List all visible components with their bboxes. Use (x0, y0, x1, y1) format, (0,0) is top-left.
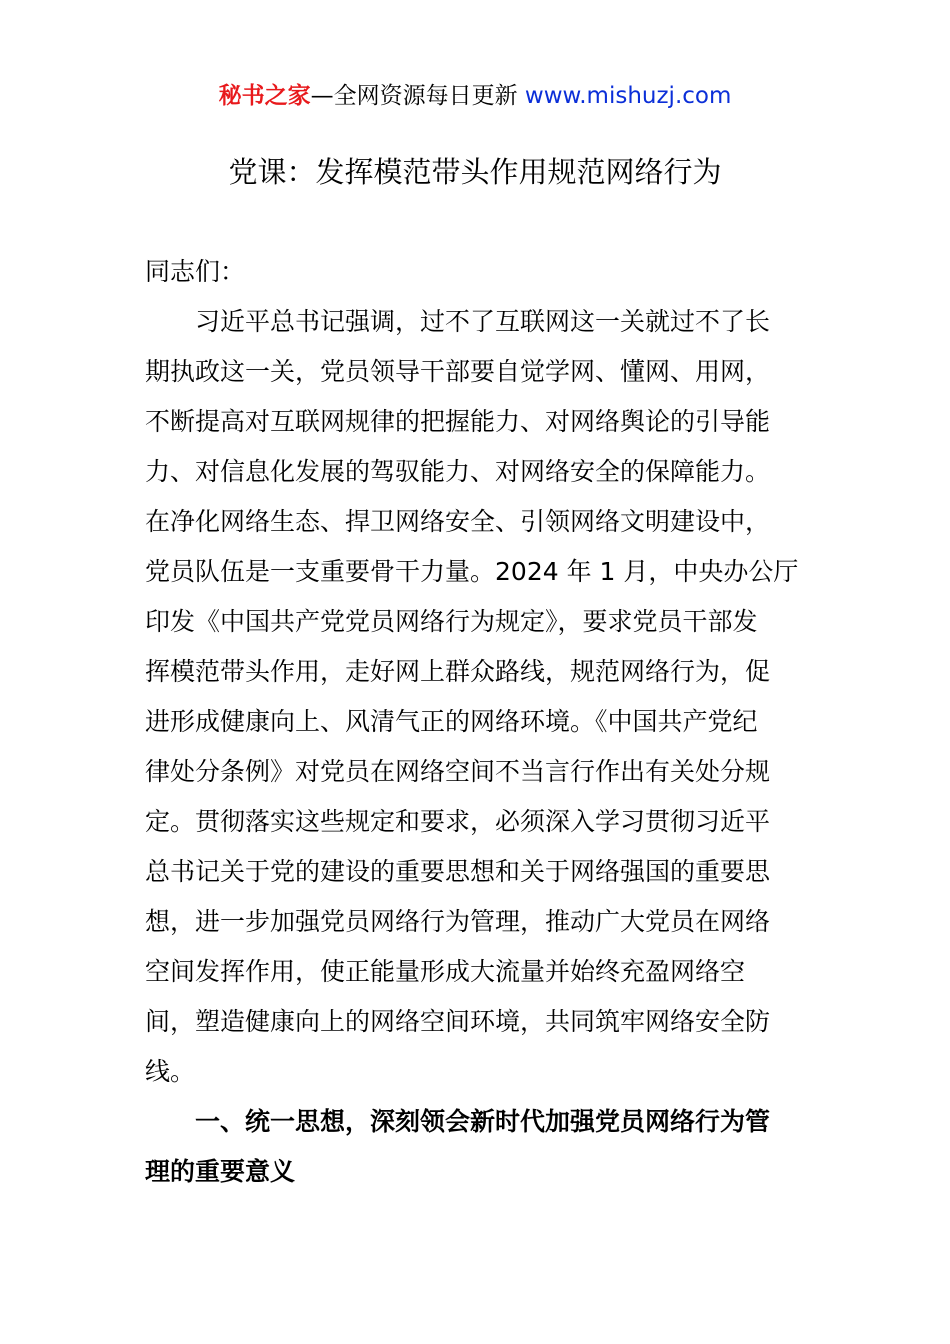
paragraph-line: 总书记关于党的建设的重要思想和关于网络强国的重要思 (145, 857, 771, 886)
paragraph-line: 印发《中国共产党党员网络行为规定》，要求党员干部发 (145, 607, 758, 636)
section-heading-line: 理的重要意义 (145, 1157, 296, 1186)
paragraph-line: 不断提高对互联网规律的把握能力、对网络舆论的引导能 (145, 407, 771, 436)
paragraph-line: 挥模范带头作用，走好网上群众路线，规范网络行为，促 (145, 657, 771, 686)
paragraph-line: 间，塑造健康向上的网络空间环境，共同筑牢网络安全防 (145, 1007, 771, 1036)
paragraph-line: 力、对信息化发展的驾驭能力、对网络安全的保障能力。 (145, 457, 771, 486)
paragraph-line: 习近平总书记强调，过不了互联网这一关就过不了长 (195, 307, 771, 336)
paragraph-line: 在净化网络生态、捍卫网络安全、引领网络文明建设中， (145, 507, 771, 536)
paragraph-line: 定。贯彻落实这些规定和要求，必须深入学习贯彻习近平 (145, 807, 771, 836)
site-url-link[interactable]: www.mishuzj.com (524, 83, 732, 109)
site-header (0, 80, 950, 112)
site-tagline: —全网资源每日更新 (310, 83, 525, 109)
paragraph-line: 律处分条例》对党员在网络空间不当言行作出有关处分规 (145, 757, 771, 786)
document-title: 党课：发挥模范带头作用规范网络行为 (228, 155, 722, 189)
paragraph-line: 空间发挥作用，使正能量形成大流量并始终充盈网络空 (145, 957, 746, 986)
section-heading-line: 一、统一思想，深刻领会新时代加强党员网络行为管 (195, 1107, 771, 1136)
paragraph-line: 线。 (145, 1057, 196, 1086)
paragraph-line: 党员队伍是一支重要骨干力量。2024 年 1 月，中央办公厅 (145, 557, 799, 586)
paragraph-line: 想，进一步加强党员网络行为管理，推动广大党员在网络 (145, 907, 771, 936)
greeting: 同志们： (145, 257, 246, 286)
paragraph-line: 期执政这一关，党员领导干部要自觉学网、懂网、用网， (145, 357, 771, 386)
site-brand: 秘书之家 (218, 83, 311, 109)
paragraph-line: 进形成健康向上、风清气正的网络环境。《中国共产党纪 (145, 707, 758, 736)
